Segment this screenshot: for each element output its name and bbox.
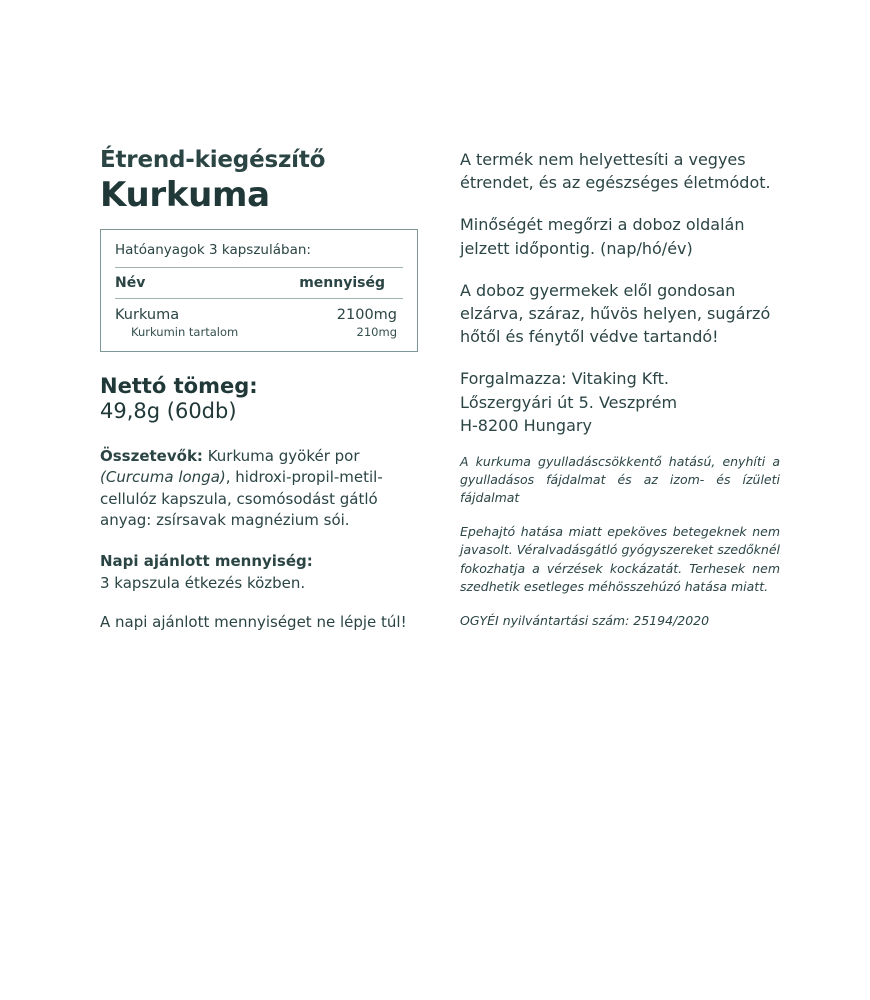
- registration-number: OGYÉI nyilvántartási szám: 25194/2020: [460, 612, 710, 628]
- caution-text: Epehajtó hatása miatt epeköves betegeknek nem javasolt. Véralvadásgátló gyógyszereket szedőknél fokozhatja a vérzések kockázatát. Terhesek nem szedhetik esetleges méhösszehúzó hatása miatt.: [460, 524, 780, 594]
- ingredient-amount: 210mg: [356, 324, 397, 339]
- supplement-facts-box: [100, 229, 418, 352]
- ingredient-amount: 2100mg: [336, 306, 397, 323]
- ingredients-text-part-2: , hidroxi-propil-metil-cellulóz kapszula, csomósodást gátló anyag: zsírsavak magnézium sói.: [100, 468, 383, 529]
- right-column: [460, 148, 780, 630]
- supplement-facts-header: [115, 275, 403, 299]
- ingredient-name: Kurkuma: [115, 306, 180, 323]
- ingredients-paragraph: [100, 446, 418, 531]
- dosage-label: Napi ajánlott mennyiség:: [100, 552, 313, 571]
- distributor-postal: H-8200 Hungary: [460, 415, 592, 435]
- left-column: [100, 148, 418, 653]
- distributor-name: Forgalmazza: Vitaking Kft.: [460, 369, 670, 389]
- dosage-warning: A napi ajánlott mennyiséget ne lépje túl!: [100, 612, 407, 631]
- label-columns: [100, 148, 780, 653]
- supplement-facts-title: Hatóanyagok 3 kapszulában:: [115, 242, 403, 268]
- distributor-street: Lőszergyári út 5. Veszprém: [460, 392, 678, 412]
- page-title: Kurkuma: [100, 175, 270, 216]
- product-kicker: Étrend-kiegészítő: [100, 147, 326, 173]
- column-header-amount: mennyiség: [299, 274, 385, 291]
- column-header-name: Név: [115, 274, 146, 291]
- notice-storage: A doboz gyermekek elől gondosan elzárva, száraz, hűvös helyen, sugárzó hőtől és fénytől védve tartandó!: [460, 280, 771, 347]
- dosage-text: 3 kapszula étkezés közben.: [100, 573, 306, 592]
- dosage-paragraph: [100, 551, 418, 594]
- distributor-block: [460, 367, 780, 437]
- net-weight-value: 49,8g (60db): [100, 398, 237, 423]
- ingredients-latin-name: (Curcuma longa): [100, 468, 226, 487]
- notice-diet: A termék nem helyettesíti a vegyes étrendet, és az egészséges életmódot.: [460, 150, 771, 193]
- table-row: [115, 325, 403, 339]
- table-row: [115, 307, 403, 323]
- ingredient-name: Kurkumin tartalom: [131, 324, 239, 339]
- notice-expiry: Minőségét megőrzi a doboz oldalán jelzett időpontig. (nap/hó/év): [460, 215, 745, 258]
- ingredients-label: Összetevők:: [100, 447, 203, 466]
- health-claim-text: A kurkuma gyulladáscsökkentő hatású, enyhíti a gyulladásos fájdalmat és az izom- és ízületi fájdalmat: [460, 453, 780, 506]
- net-weight-label: Nettó tömeg:: [100, 373, 258, 398]
- ingredients-text-part-1: Kurkuma gyökér por: [202, 447, 360, 466]
